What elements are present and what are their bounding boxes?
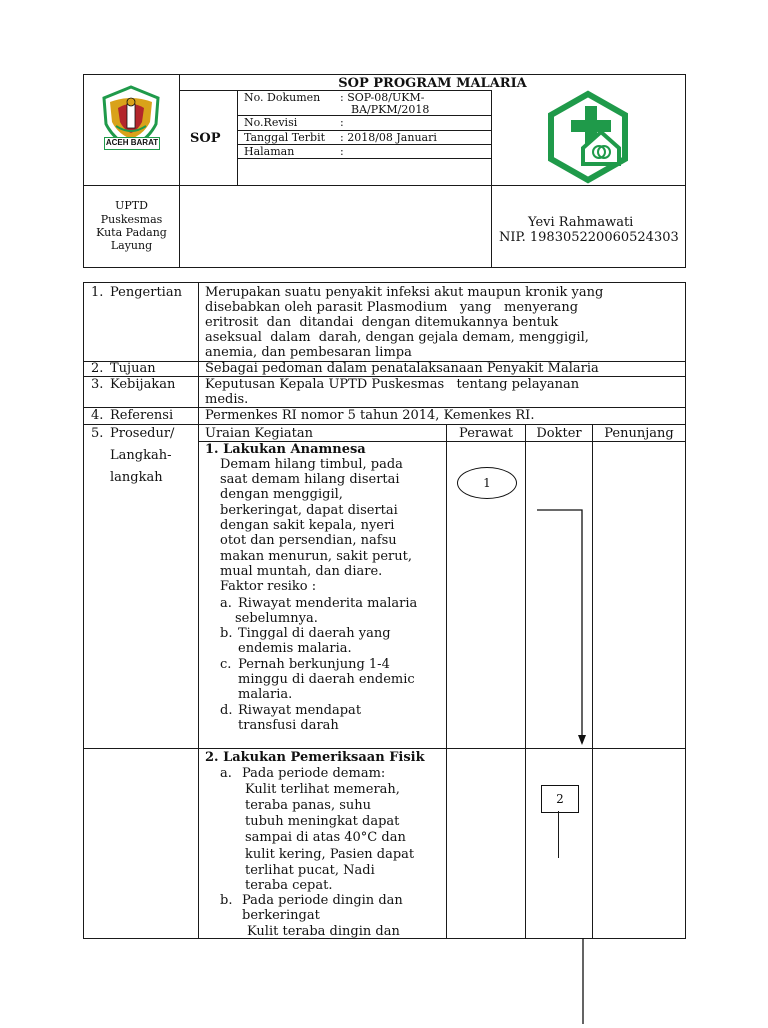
step1-line-5: dengan sakit kepala, nyeri [220,518,395,533]
referensi-text: Permenkes RI nomor 5 tahun 2014, Kemenkes RI. [205,408,535,423]
flow-arrow-1 [535,507,591,747]
pengertian-line-1: Merupakan suatu penyakit infeksi akut maupun kronik yang [205,285,604,300]
step2-title: 2. Lakukan Pemeriksaan Fisik [205,750,425,765]
document-title: SOP PROGRAM MALARIA [338,76,527,91]
issue-date-value: : 2018/08 Januari [340,131,437,144]
kebijakan-label: Kebijakan [110,377,176,392]
exam-b-line-1: berkeringat [242,908,320,923]
org-line-4: Layung [110,239,153,252]
exam-b-marker: b. [220,893,233,908]
step1-line-8: mual muntah, dan diare. [220,564,383,579]
col-penunjang: Penunjang [604,426,674,441]
col-perawat: Perawat [459,426,513,441]
risk-a-line-1: Riwayat menderita malaria [238,596,418,611]
risk-d-line-1: Riwayat mendapat [238,703,362,718]
logo-caption: ACEH BARAT [105,138,159,147]
prosedur-number: 5. [91,426,104,441]
pengertian-line-5: anemia, dan pembesaran limpa [205,345,412,360]
prosedur-label-1: Prosedur/ [110,426,175,441]
tujuan-number: 2. [91,361,104,376]
risk-b-line-1: Tinggal di daerah yang [238,626,391,641]
flow-node-2: 2 [541,785,579,813]
kebijakan-number: 3. [91,377,104,392]
page-value: : [340,145,344,158]
risk-b-line-2: endemis malaria. [238,641,352,656]
risk-d-line-2: transfusi darah [238,718,339,733]
page-label: Halaman [244,145,295,158]
risk-b-marker: b. [220,626,233,641]
exam-a-line-5: kulit kering, Pasien dapat [245,847,415,862]
puskesmas-logo [541,90,635,184]
referensi-number: 4. [91,408,104,423]
flow-arrow-continue [576,938,590,1024]
signer-name: Yevi Rahmawati [528,215,634,230]
revision-value: : [340,116,344,129]
exam-b-line-2: Kulit teraba dingin dan [247,924,400,939]
referensi-label: Referensi [110,408,174,423]
risk-c-line-2: minggu di daerah endemic [238,672,415,687]
issue-date-label: Tanggal Terbit [244,131,326,144]
pengertian-line-4: aseksual dalam darah, dengan gejala demam, menggigil, [205,330,589,345]
flow-connector-2 [558,811,559,858]
step1-line-4: berkeringat, dapat disertai [220,503,398,518]
exam-a-head: Pada periode demam: [242,766,386,781]
revision-label: No.Revisi [244,116,298,129]
doc-number-value: : SOP-08/UKM- [340,91,425,104]
step1-line-9: Faktor resiko : [220,579,317,594]
org-line-2: Puskesmas [100,213,163,226]
tujuan-text: Sebagai pedoman dalam penatalaksanaan Penyakit Malaria [205,361,599,376]
risk-c-marker: c. [220,657,232,672]
kebijakan-line-1: Keputusan Kepala UPTD Puskesmas tentang pelayanan [205,377,580,392]
tujuan-label: Tujuan [110,361,156,376]
exam-a-line-1: Kulit terlihat memerah, [245,782,400,797]
exam-a-line-6: terlihat pucat, Nadi [245,863,375,878]
sop-label: SOP [190,131,221,146]
signer-nip: NIP. 198305220060524303 [499,230,679,245]
step1-line-1: Demam hilang timbul, pada [220,457,403,472]
exam-b-head: Pada periode dingin dan [242,893,403,908]
step1-title: 1. Lakukan Anamnesa [205,442,366,457]
step1-line-3: dengan menggigil, [220,487,343,502]
pengertian-line-3: eritrosit dan ditandai dengan ditemukannya bentuk [205,315,559,330]
risk-d-marker: d. [220,703,233,718]
pengertian-number: 1. [91,285,104,300]
risk-c-line-3: malaria. [238,687,293,702]
exam-a-marker: a. [220,766,232,781]
exam-a-line-2: teraba panas, suhu [245,798,372,813]
step1-line-2: saat demam hilang disertai [220,472,400,487]
exam-a-line-3: tubuh meningkat dapat [245,814,400,829]
col-dokter: Dokter [536,426,582,441]
pengertian-line-2: disebabkan oleh parasit Plasmodium yang menyerang [205,300,579,315]
step1-line-6: otot dan persendian, nafsu [220,533,397,548]
doc-number-value-cont: BA/PKM/2018 [351,103,430,116]
col-uraian-kegiatan: Uraian Kegiatan [205,426,313,441]
flow-node-1: 1 [457,467,517,499]
doc-number-label: No. Dokumen [244,91,321,104]
prosedur-label-2: Langkah- [110,448,172,463]
org-line-3: Kuta Padang [96,226,167,239]
exam-a-line-4: sampai di atas 40°C dan [245,830,406,845]
kebijakan-line-2: medis. [205,392,249,407]
risk-a-marker: a. [220,596,232,611]
exam-a-line-7: teraba cepat. [245,878,333,893]
step1-line-7: makan menurun, sakit perut, [220,549,412,564]
pengertian-label: Pengertian [110,285,182,300]
risk-c-line-1: Pernah berkunjung 1-4 [234,657,390,672]
prosedur-label-3: langkah [110,470,163,485]
org-line-1: UPTD [115,199,148,212]
risk-a-line-2: sebelumnya. [235,611,318,626]
